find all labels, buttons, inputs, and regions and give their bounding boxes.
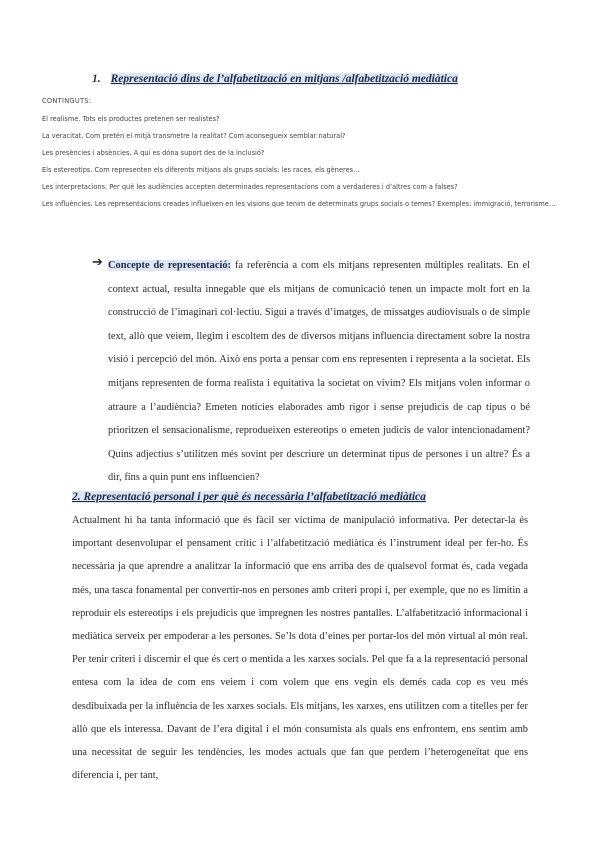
contents-label: CONTINGUTS: bbox=[42, 97, 92, 105]
contents-line: El realisme. Tots els productes pretenen ser realistes? bbox=[42, 115, 220, 123]
contents-line: Les influències. Les representacions creades influeixen en les visions que tenim de determinats grups socials o temes? Exemples: immigració, terrorisme… bbox=[42, 200, 556, 208]
contents-line: La veracitat. Com pretén el mitjà transmetre la realitat? Com aconsegueix semblar natural? bbox=[42, 132, 346, 140]
section-2-title: 2. Representació personal i per què és necessària l’alfabetització mediàtica bbox=[72, 491, 426, 503]
contents-block bbox=[42, 97, 562, 209]
contents-line: Les presències i absències. A qui es dóna suport des de la inclusió? bbox=[42, 149, 265, 157]
concept-paragraph bbox=[108, 254, 530, 490]
section-2-heading bbox=[72, 491, 426, 503]
section-2-paragraph: Actualment hi ha tanta informació que és fàcil ser víctima de manipulació informativa. Per detectar-la és important desenvolupar el pensament crític i l’alfabetització mediàtica és l’instrument ideal per fer-ho. És necessària ja que aprendre a analitzar la informació que ens arriba des de qualsevol format és, cada vegada més, una tasca fonamental per convertir-nos en persones amb criteri propi i, per exemple, que no es limitin a reproduir els estereotips i els prejudicis que impregnen les nostres pantalles. L’alfabetització informacional i mediàtica serveix per empoderar a les persones. Se’ls dota d’eines per portar-los del món virtual al món real. Per tenir criteri i discernir el que és cert o mentida a les xarxes socials. Pel que fa a la representació personal entesa com la idea de com ens veiem i com volem que ens vegin els demés cada cop es veu més desdibuixada per la influència de les xarxes socials. Els mitjans, les xarxes, ens utilitzen com a titelles per fer allò que els interessa. Davant de l’era digital i el món consumista als quals ens enfrontem, ens sentim amb una necessitat de seguir les tendències, les modes actuals que fan que perdem l’heterogeneïtat que ens diferencia i, per tant, bbox=[72, 515, 528, 782]
section-1-title: Representació dins de l’alfabetització en mitjans /alfabetització mediàtica bbox=[110, 73, 458, 85]
contents-line: Els estereotips. Com representen els diferents mitjans als grups socials: les races, els gèneres… bbox=[42, 166, 360, 174]
concept-term: Concepte de representació: bbox=[108, 260, 231, 271]
section-1-number: 1. bbox=[92, 73, 101, 85]
arrow-bullet-icon: ➔ bbox=[92, 254, 103, 269]
section-1-heading bbox=[92, 73, 458, 85]
contents-line: Les interpretacions. Per què les audiències accepten determinades representacions com a verdaderes i d’altres com a falses? bbox=[42, 183, 458, 191]
concept-text: fa referència a com els mitjans representen múltiples realitats. En el context actual, resulta innegable que els mitjans de comunicació tenen un impacte molt fort en la construcció de l’imaginari col·lectiu. Sigui a través d’imatges, de missatges audiovisuals o de simple text, allò que veiem, llegim i escoltem des de diversos mitjans influencia directament sobre la nostra visió i percepció del món. Això ens porta a pensar com ens representen i representa a la societat. Els mitjans representen de forma realista i equitativa la societat on vivim? Els mitjans volen informar o atraure a l’audiència? Emeten notícies elaborades amb rigor i sense prejudicis de cap tipus o bé prioritzen el sensacionalisme, reprodueixen estereotips o emeten judicis de valor intencionadament? Quins adjectius s’utilitzen més sovint per descriure un determinat tipus de persones i un altre? És a dir, fins a quin punt ens influencien? bbox=[108, 260, 530, 484]
